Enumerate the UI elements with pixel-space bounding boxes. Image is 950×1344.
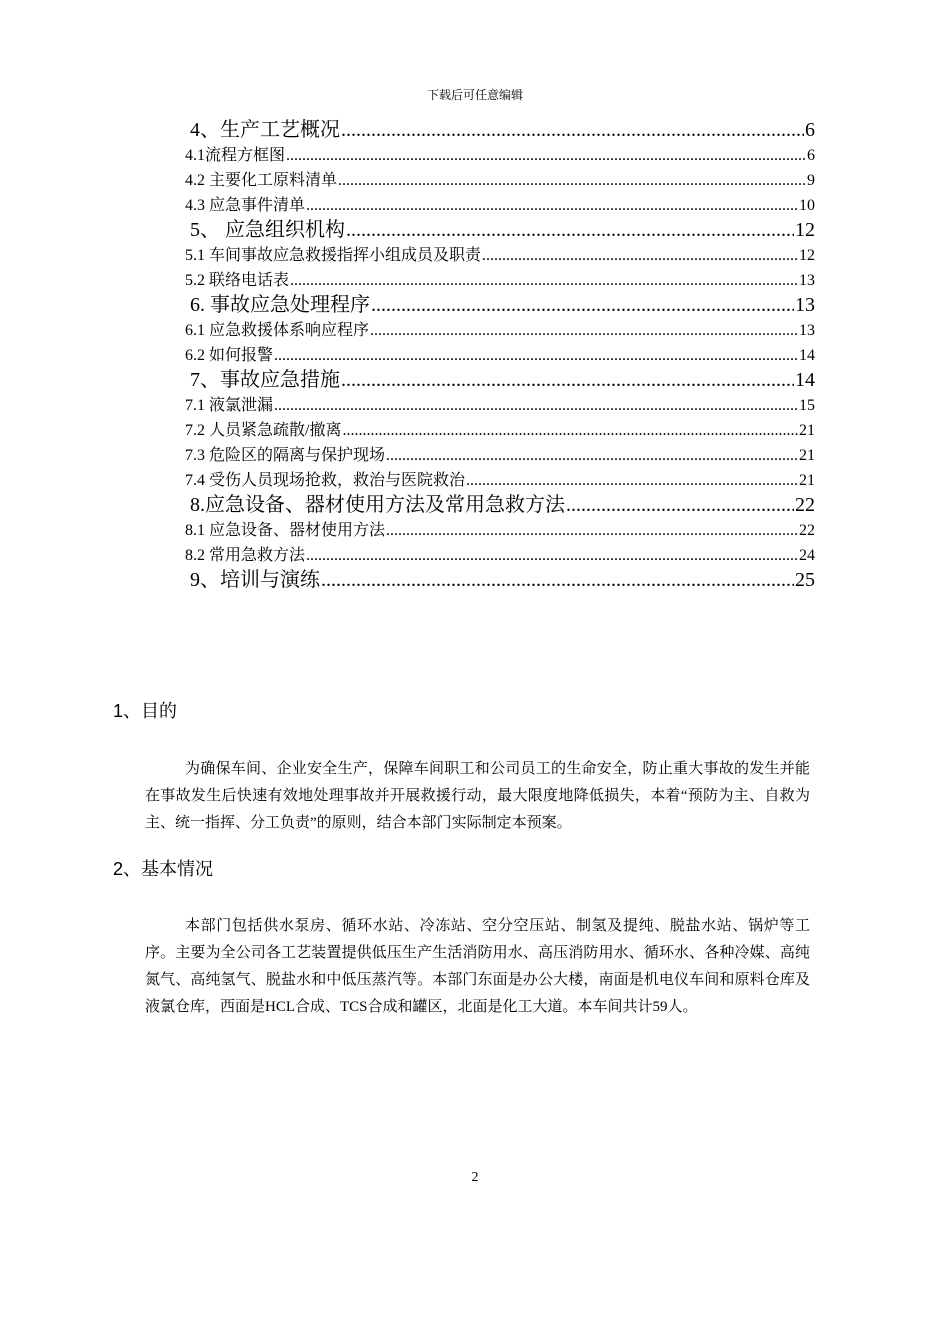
toc-leader-dots (342, 418, 798, 443)
toc-entry-page: 9 (807, 172, 815, 189)
toc-entry[interactable] (185, 218, 815, 243)
page-header: 下载后可任意编辑 (426, 88, 523, 102)
toc-entry-page: 13 (795, 294, 815, 316)
toc-leader-dots (290, 268, 798, 293)
toc-leader-dots (371, 293, 794, 318)
section-heading-purpose: 1、目的 (113, 701, 178, 721)
toc-entry-page: 21 (799, 422, 815, 439)
toc-entry-title: 4、生产工艺概况 (190, 119, 340, 141)
toc-entry[interactable] (185, 243, 815, 268)
toc-entry[interactable] (185, 343, 815, 368)
toc-entry[interactable] (185, 318, 815, 343)
toc-entry-title: 5.1 车间事故应急救援指挥小组成员及职责 (185, 247, 482, 264)
toc-leader-dots (306, 193, 798, 218)
toc-entry[interactable] (185, 468, 815, 493)
toc-leader-dots (482, 243, 798, 268)
toc-entry-title: 8.1 应急设备、器材使用方法 (185, 522, 386, 539)
toc-entry[interactable] (185, 143, 815, 168)
toc-entry[interactable] (185, 118, 815, 143)
toc-entry-page: 15 (799, 397, 815, 414)
toc-entry-page: 6 (807, 147, 815, 164)
toc-entry-title: 4.2 主要化工原料清单 (185, 172, 338, 189)
toc-entry-title: 5.2 联络电话表 (185, 272, 290, 289)
toc-entry[interactable] (185, 168, 815, 193)
toc-entry-title: 7.4 受伤人员现场抢救，救治与医院救治 (185, 472, 466, 489)
toc-entry-page: 13 (799, 322, 815, 339)
toc-entry[interactable] (185, 568, 815, 593)
toc-leader-dots (346, 218, 794, 243)
toc-leader-dots (306, 543, 798, 568)
toc-entry-title: 4.3 应急事件清单 (185, 197, 306, 214)
toc-leader-dots (286, 143, 806, 168)
table-of-contents (185, 118, 815, 593)
toc-leader-dots (338, 168, 806, 193)
toc-entry[interactable] (185, 543, 815, 568)
toc-leader-dots (341, 118, 804, 143)
toc-entry-page: 21 (799, 447, 815, 464)
page-number: 2 (471, 1170, 479, 1185)
toc-entry-page: 14 (799, 347, 815, 364)
toc-entry-title: 6.1 应急救援体系响应程序 (185, 322, 370, 339)
toc-leader-dots (341, 368, 794, 393)
toc-entry[interactable] (185, 193, 815, 218)
toc-entry-title: 7.2 人员紧急疏散/撤离 (185, 422, 342, 439)
toc-entry-title: 9、培训与演练 (190, 569, 320, 591)
toc-entry[interactable] (185, 268, 815, 293)
toc-entry-title: 7.3 危险区的隔离与保护现场 (185, 447, 386, 464)
toc-entry-page: 10 (799, 197, 815, 214)
toc-leader-dots (274, 343, 798, 368)
toc-entry-title: 7、事故应急措施 (190, 369, 340, 391)
toc-entry-page: 24 (799, 547, 815, 564)
toc-entry[interactable] (185, 518, 815, 543)
toc-entry-page: 25 (795, 569, 815, 591)
toc-entry-title: 8.2 常用急救方法 (185, 547, 306, 564)
toc-leader-dots (370, 318, 798, 343)
toc-entry[interactable] (185, 418, 815, 443)
toc-entry[interactable] (185, 443, 815, 468)
toc-entry-title: 7.1 液氯泄漏 (185, 397, 274, 414)
toc-entry-page: 12 (795, 219, 815, 241)
toc-entry-page: 13 (799, 272, 815, 289)
toc-leader-dots (321, 568, 794, 593)
toc-entry-page: 21 (799, 472, 815, 489)
section-body-purpose: 为确保车间、企业安全生产，保障车间职工和公司员工的生命安全，防止重大事故的发生并能在事故发生后快速有效地处理事故并开展救援行动，最大限度地降低损失，本着“预防为主、自救为主、统一指挥、分工负责”的原则，结合本部门实际制定本预案。 (145, 761, 810, 831)
toc-entry[interactable] (185, 493, 815, 518)
toc-entry[interactable] (185, 368, 815, 393)
toc-entry-page: 6 (805, 119, 815, 141)
toc-entry-title: 4.1流程方框图 (185, 147, 286, 164)
toc-leader-dots (386, 518, 798, 543)
toc-entry-page: 22 (799, 522, 815, 539)
toc-entry-title: 8.应急设备、器材使用方法及常用急救方法 (190, 494, 565, 516)
section-body-basic-info: 本部门包括供水泵房、循环水站、冷冻站、空分空压站、制氢及提纯、脱盐水站、锅炉等工序。主要为全公司各工艺装置提供低压生产生活消防用水、高压消防用水、循环水、各种冷媒、高纯氮气、高纯氢气、脱盐水和中低压蒸汽等。本部门东面是办公大楼，南面是机电仪车间和原料仓库及液氯仓库，西面是HCL合成、TCS合成和罐区，北面是化工大道。本车间共计59人。 (145, 918, 810, 1015)
toc-entry-page: 22 (795, 494, 815, 516)
toc-entry-page: 12 (799, 247, 815, 264)
toc-leader-dots (466, 468, 798, 493)
toc-entry-title: 6.2 如何报警 (185, 347, 274, 364)
section-heading-basic-info: 2、基本情况 (113, 859, 214, 879)
toc-leader-dots (274, 393, 798, 418)
toc-entry[interactable] (185, 393, 815, 418)
toc-entry-title: 5、 应急组织机构 (190, 219, 345, 241)
toc-leader-dots (386, 443, 798, 468)
toc-entry[interactable] (185, 293, 815, 318)
toc-entry-page: 14 (795, 369, 815, 391)
toc-entry-title: 6. 事故应急处理程序 (190, 294, 370, 316)
toc-leader-dots (566, 493, 794, 518)
